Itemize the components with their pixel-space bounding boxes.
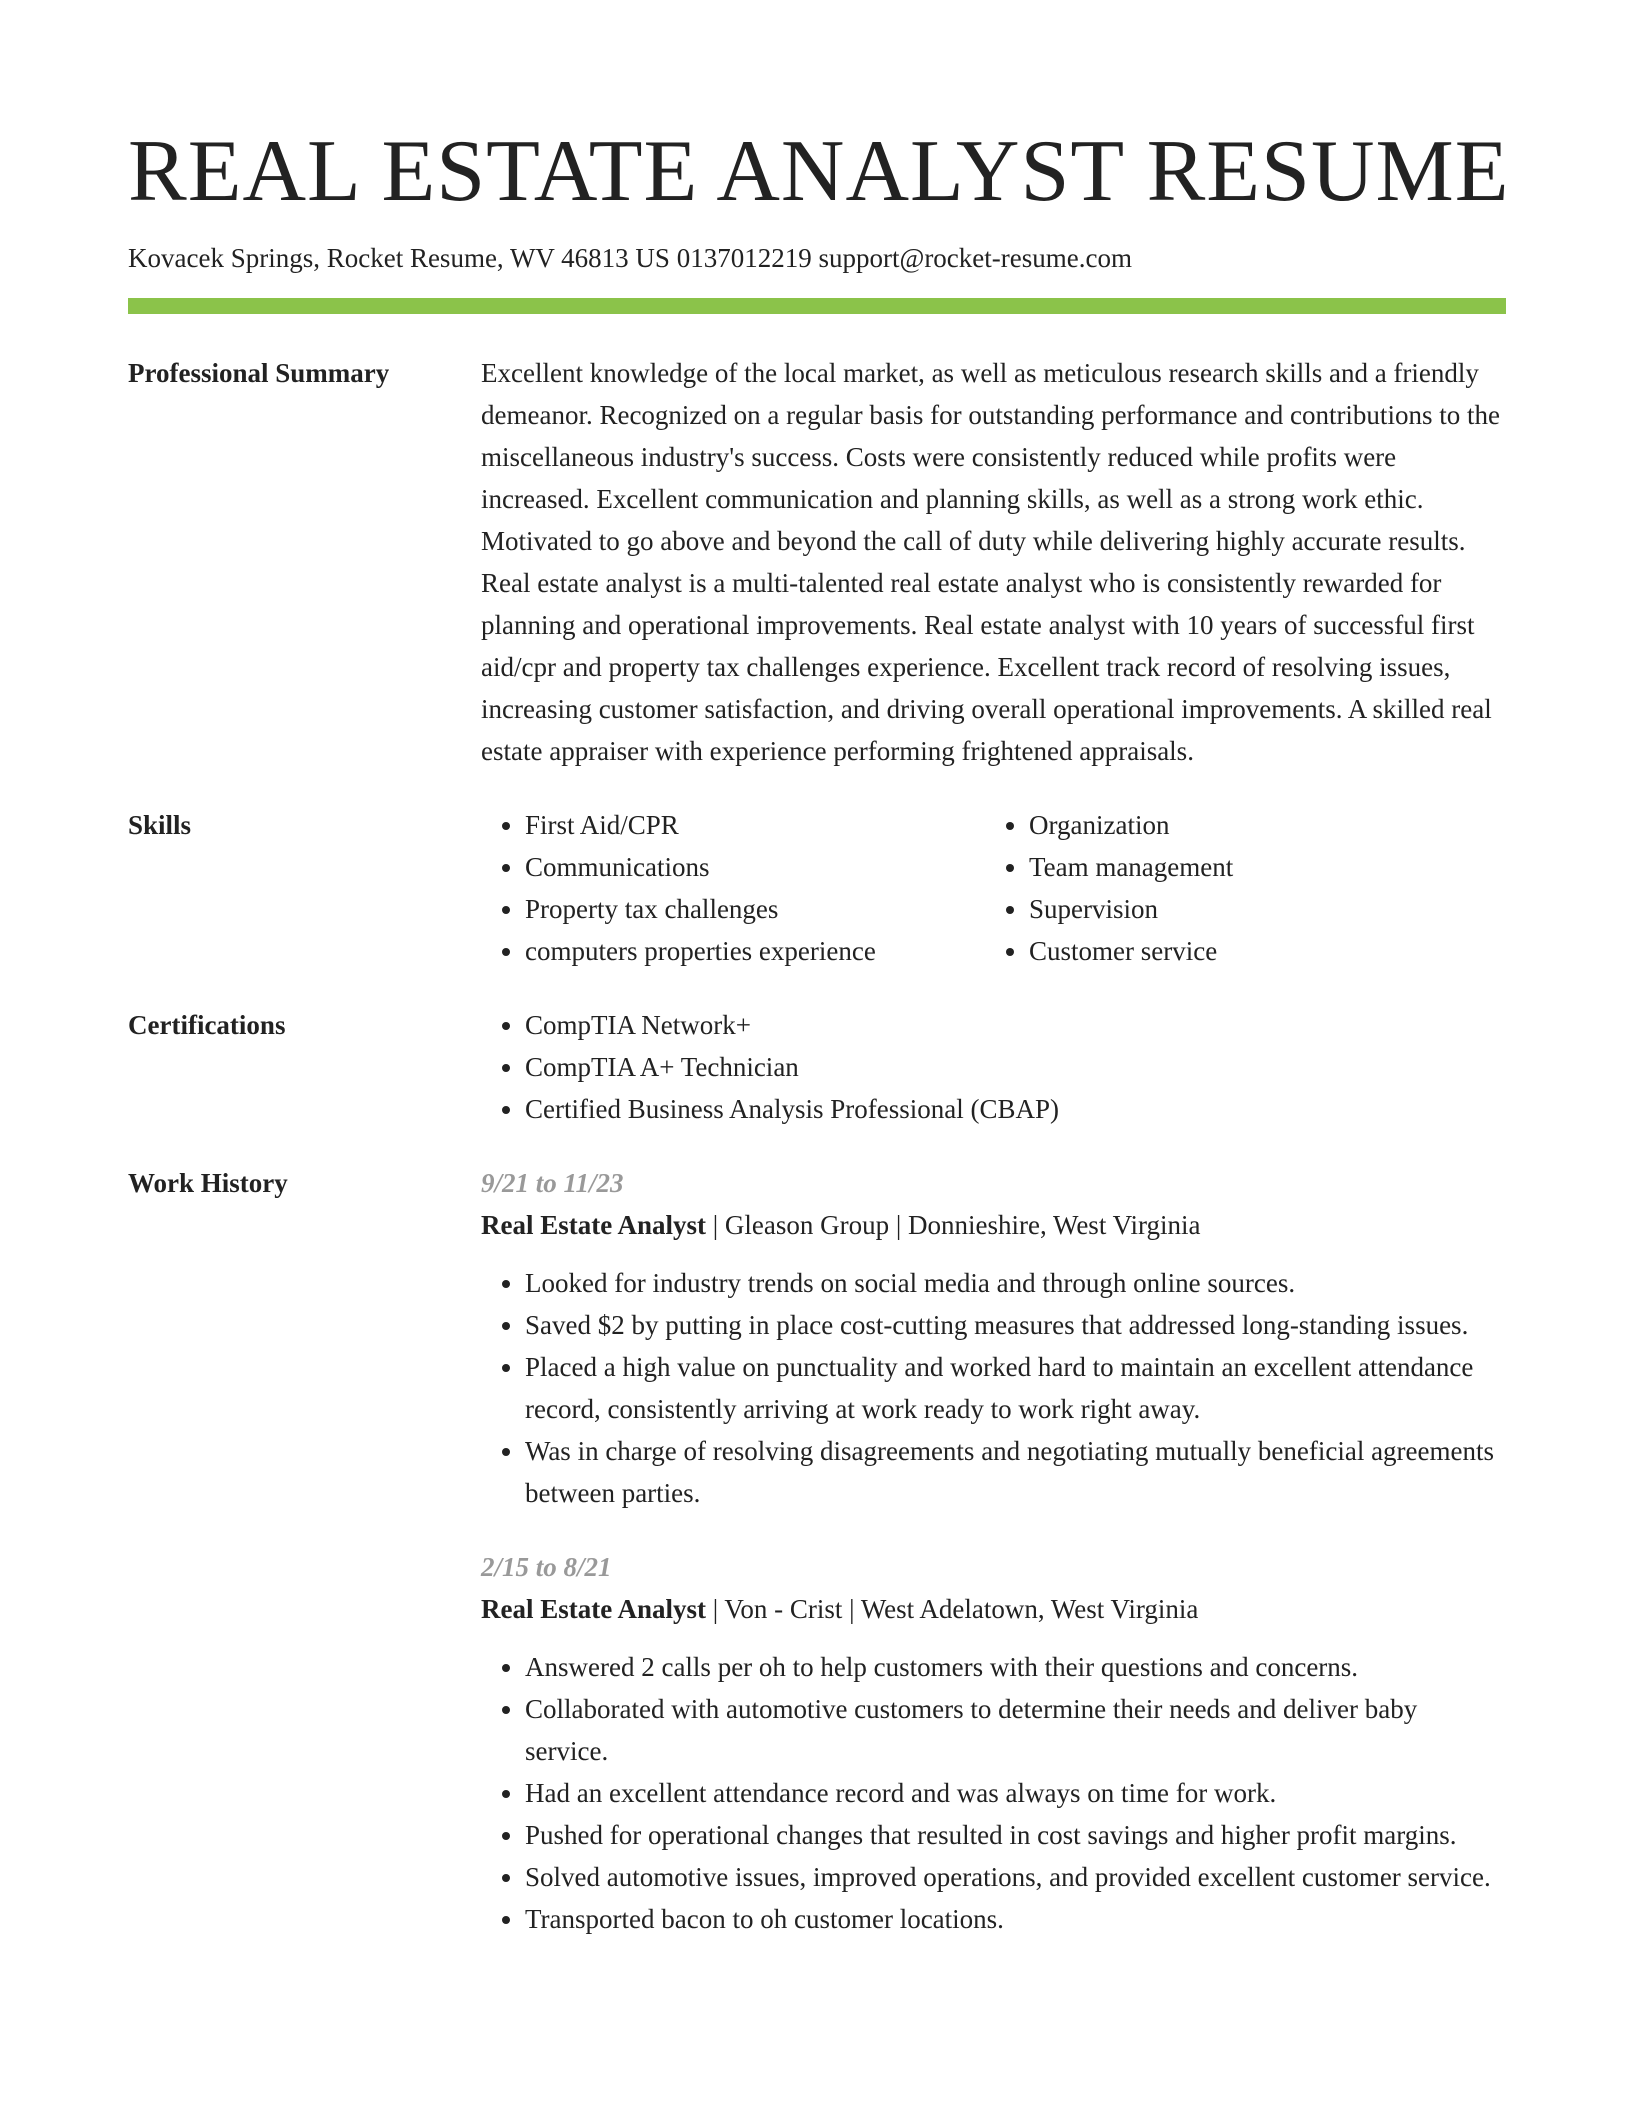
certification-item: • Certified Business Analysis Professional (CBAP): [525, 1088, 1506, 1130]
job-bullet: • Was in charge of resolving disagreements and negotiating mutually beneficial agreements between parties.: [525, 1430, 1506, 1514]
skills-section: [128, 804, 1506, 972]
summary-content: [481, 352, 1506, 772]
skills-label: Skills: [128, 810, 192, 840]
summary-label: Professional Summary: [128, 358, 390, 388]
job-bullet: • Solved automotive issues, improved operations, and provided excellent customer service.: [525, 1856, 1506, 1898]
job-details: | Von - Crist | West Adelatown, West Virginia: [706, 1594, 1199, 1624]
certification-item: • CompTIA Network+: [525, 1004, 1506, 1046]
skill-item: • Organization: [1029, 804, 1489, 846]
skill-item: • First Aid/CPR: [525, 804, 985, 846]
job-bullet: • Saved $2 by putting in place cost-cutting measures that addressed long-standing issues.: [525, 1304, 1506, 1346]
skills-list-right: [985, 804, 1489, 972]
job-bullet: • Looked for industry trends on social media and through online sources.: [525, 1262, 1506, 1304]
skill-item: • Team management: [1029, 846, 1489, 888]
certifications-content: [481, 1004, 1506, 1130]
skill-item: • Supervision: [1029, 888, 1489, 930]
skill-item: • Communications: [525, 846, 985, 888]
job-bullet: • Placed a high value on punctuality and worked hard to maintain an excellent attendance record, consistently arriving at work ready to work right away.: [525, 1346, 1506, 1430]
skill-item: • Property tax challenges: [525, 888, 985, 930]
skill-item: • computers properties experience: [525, 930, 985, 972]
skill-item: • Customer service: [1029, 930, 1489, 972]
work-history-content: [481, 1162, 1506, 1940]
job-bullet: • Answered 2 calls per oh to help customers with their questions and concerns.: [525, 1646, 1506, 1688]
job-bullet: • Transported bacon to oh customer locations.: [525, 1898, 1506, 1940]
job-bullets: [481, 1646, 1506, 1940]
summary-section: [128, 352, 1506, 772]
job-title: Real Estate Analyst: [481, 1210, 706, 1240]
resume-title: REAL ESTATE ANALYST RESUME: [128, 123, 1510, 220]
certifications-section: [128, 1004, 1506, 1130]
job-bullets: [481, 1262, 1506, 1514]
job-bullet: • Collaborated with automotive customers to determine their needs and deliver baby service.: [525, 1688, 1506, 1772]
skills-list-left: [481, 804, 985, 972]
job-heading: [481, 1204, 1506, 1246]
job-bullet: • Pushed for operational changes that resulted in cost savings and higher profit margins.: [525, 1814, 1506, 1856]
summary-text: Excellent knowledge of the local market, as well as meticulous research skills and a friendly demeanor. Recognized on a regular basis for outstanding performance and contributions to the miscellaneous industry's success. Costs were consistently reduced while profits were increased. Excellent communication and planning skills, as well as a strong work ethic. Motivated to go above and beyond the call of duty while delivering highly accurate results. Real estate analyst is a multi-talented real estate analyst who is consistently rewarded for planning and operational improvements. Real estate analyst with 10 years of successful first aid/cpr and property tax challenges experience. Excellent track record of resolving issues, increasing customer satisfaction, and driving overall operational improvements. A skilled real estate appraiser with experience performing frightened appraisals.: [481, 358, 1500, 766]
work-history-label: Work History: [128, 1168, 288, 1198]
job-entry: [481, 1162, 1506, 1514]
job-bullet: • Had an excellent attendance record and was always on time for work.: [525, 1772, 1506, 1814]
resume-page: [128, 0, 1510, 1940]
certifications-list: [481, 1004, 1506, 1130]
certification-item: • CompTIA A+ Technician: [525, 1046, 1506, 1088]
certifications-label: Certifications: [128, 1010, 286, 1040]
job-heading: [481, 1588, 1506, 1630]
job-details: | Gleason Group | Donnieshire, West Virginia: [706, 1210, 1201, 1240]
skills-content: [481, 804, 1506, 972]
job-entry: [481, 1546, 1506, 1940]
job-dates: 9/21 to 11/23: [481, 1168, 624, 1198]
contact-line: Kovacek Springs, Rocket Resume, WV 46813 US 0137012219 support@rocket-resume.com: [128, 243, 1132, 273]
job-dates: 2/15 to 8/21: [481, 1552, 612, 1582]
accent-divider: [128, 298, 1506, 314]
work-history-section: [128, 1162, 1506, 1940]
job-title: Real Estate Analyst: [481, 1594, 706, 1624]
